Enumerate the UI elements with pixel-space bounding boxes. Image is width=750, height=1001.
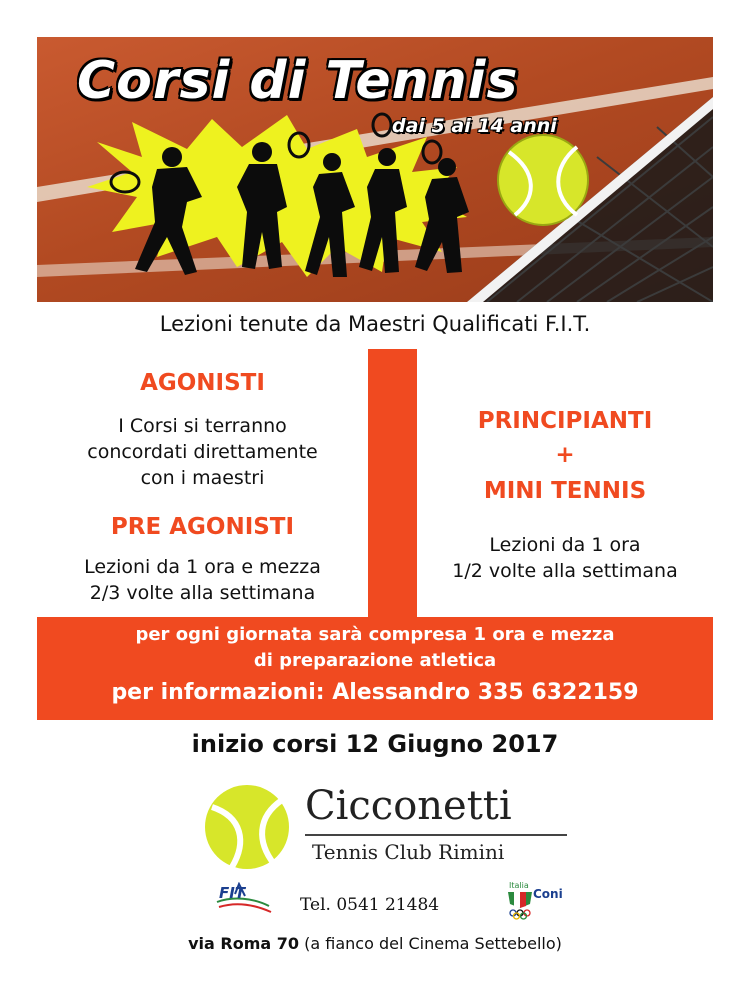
club-divider — [305, 834, 567, 836]
hero-banner — [37, 37, 713, 302]
agonisti-line: I Corsi si terranno — [118, 415, 287, 437]
tennis-ball-icon — [202, 782, 292, 872]
mini-tennis-heading: MINI TENNIS — [483, 478, 647, 504]
agonisti-text — [37, 413, 368, 491]
coni-label: Coni — [533, 887, 563, 901]
principianti-heading: PRINCIPIANTI — [477, 408, 653, 434]
agonisti-line: con i maestri — [140, 467, 265, 489]
pre-agonisti-text — [37, 554, 368, 606]
italia-label: Italia — [509, 881, 529, 890]
contact-info: per informazioni: Alessandro 335 6322159 — [111, 680, 639, 705]
agonisti-heading: AGONISTI — [140, 370, 265, 396]
tennis-ball-icon — [498, 135, 588, 225]
pre-agonisti-line: Lezioni da 1 ora e mezza — [84, 556, 321, 578]
start-date: inizio corsi 12 Giugno 2017 — [191, 730, 559, 758]
hero-subtitle: dai 5 ai 14 anni — [392, 115, 557, 137]
principianti-line: Lezioni da 1 ora — [489, 534, 641, 556]
fit-label: FIT — [219, 884, 246, 902]
preparation-line-2: di preparazione atletica — [253, 650, 497, 671]
red-divider — [368, 349, 417, 617]
hero-title: Corsi di Tennis — [77, 51, 519, 111]
club-subtitle: Tennis Club Rimini — [312, 840, 505, 864]
agonisti-line: concordati direttamente — [87, 441, 318, 463]
pre-agonisti-line: 2/3 volte alla settimana — [89, 582, 316, 604]
preparation-line-1: per ogni giornata sarà compresa 1 ora e mezza — [135, 624, 615, 645]
pre-agonisti-heading: PRE AGONISTI — [110, 514, 295, 540]
phone-number: Tel. 0541 21484 — [300, 895, 440, 915]
address — [37, 934, 713, 953]
plus-sign: + — [555, 442, 575, 468]
principianti-line: 1/2 volte alla settimana — [452, 560, 678, 582]
club-name: Cicconetti — [305, 783, 512, 829]
lessons-line: Lezioni tenute da Maestri Qualificati F.I.T. — [159, 312, 591, 336]
coni-rings-icon — [505, 890, 535, 920]
principianti-text — [417, 532, 713, 584]
address-street: via Roma 70 — [188, 934, 300, 953]
address-detail: (a fianco del Cinema Settebello) — [299, 934, 562, 953]
